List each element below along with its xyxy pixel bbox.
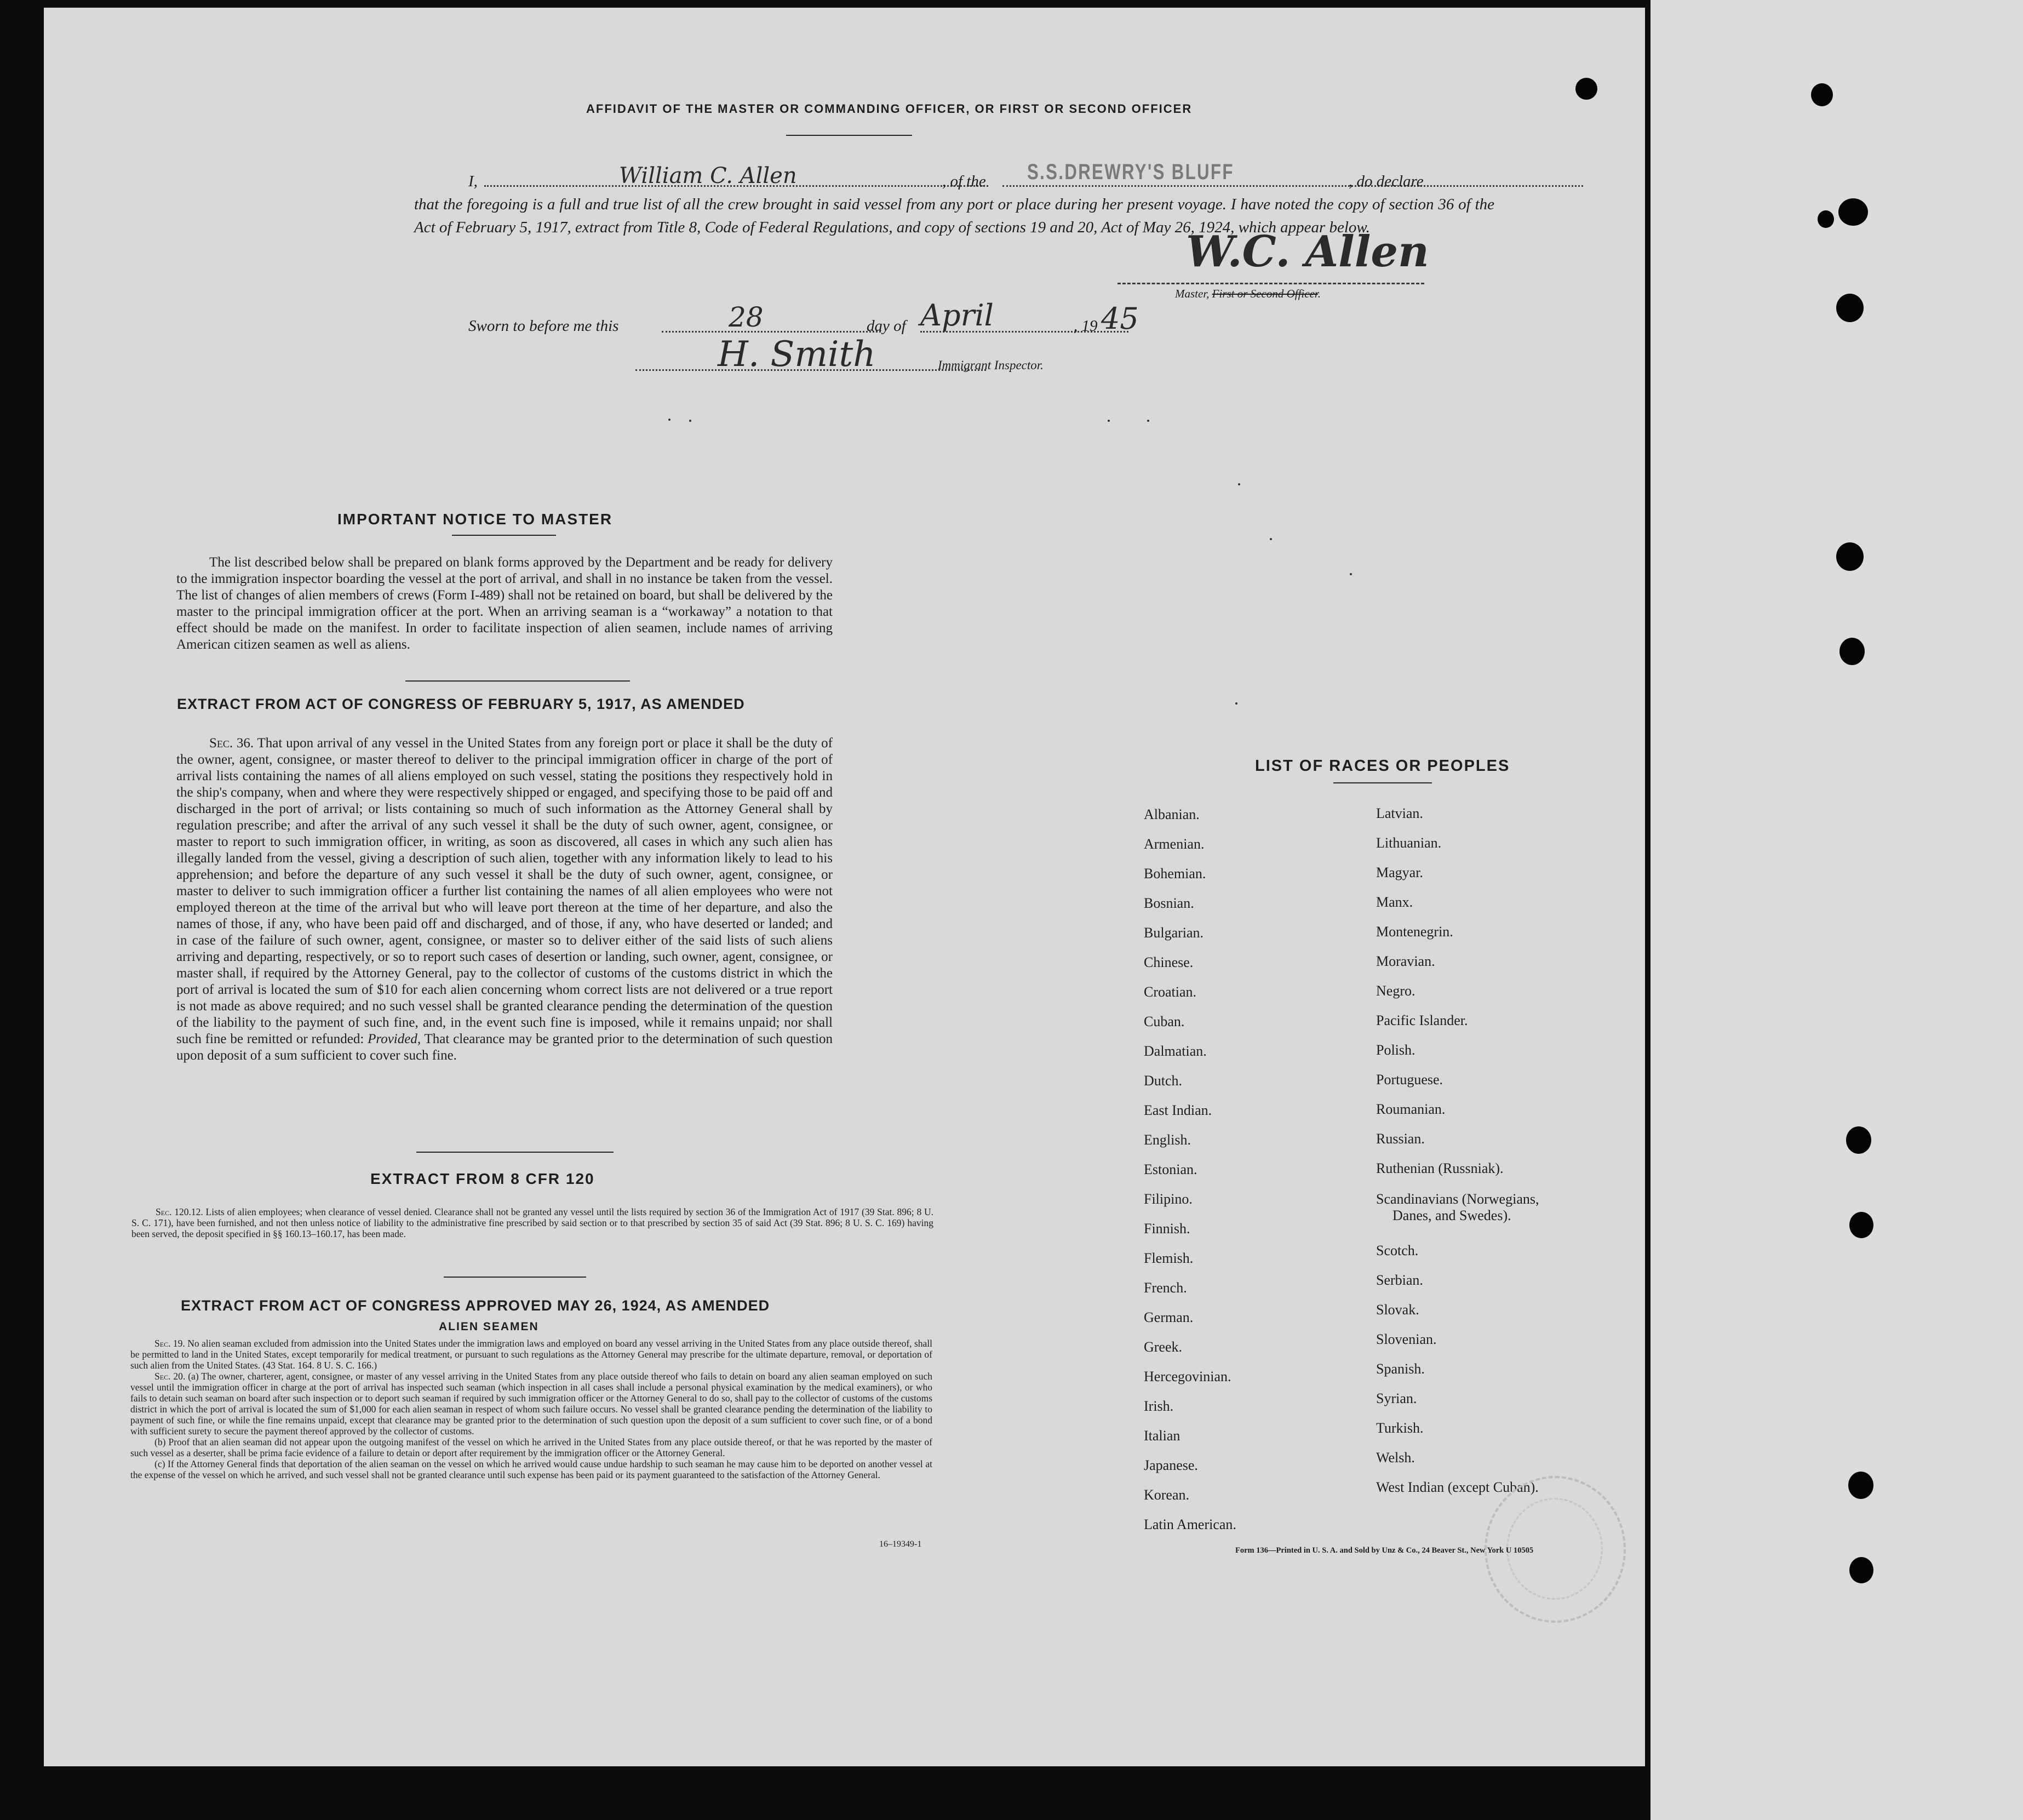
vessel-line <box>1002 185 1583 187</box>
punch-hole <box>1849 1212 1873 1238</box>
inspector-signature: H. Smith <box>718 334 876 375</box>
race-right-item: Moravian. <box>1376 953 1435 969</box>
divider <box>405 680 630 682</box>
speck <box>689 420 691 422</box>
extract-1917-body: Sec. 36. That upon arrival of any vessel in the United States from any foreign port or place it shall be the duty of the owner, agent, consignee, or master thereof to deliver to the principal immigration officer in charge of the port of arrival lists containing the names of all aliens employed on such vessel, stating the positions they respectively hold in the ship's company, when and where they were respectively shipped or engaged, and specifying those to be paid off and discharged in the port of arrival; or lists containing so much of such information as the Attorney General shall by regulation prescribe; and after the arrival of any such vessel it shall be the duty of such owner, agent, consignee, or master to report to such immigration officer, in writing, as soon as discovered, all cases in which any such alien has illegally landed from the vessel, giving a description of such alien, together with any information likely to lead to his apprehension; and before the departure of any such vessel it shall be the duty of such owner, agent, consignee, or master to deliver to such immigration officer a further list containing the names of all alien employees who were not employed thereon at the time of the arrival but who will leave port thereon at the time of her departure, and also the names of those, if any, who have been paid off and discharged, and of those, if any, who have deserted or landed; and in case of the failure of such owner, agent, consignee, or master so to deliver either of the said lists of such aliens arriving and departing, respectively, or so to report such cases of desertion or landing, such owner, agent, consignee, or master shall, if required by the Attorney General, pay to the collector of customs of the customs district in which the port of arrival is located the sum of $10 for each alien concerning whom correct lists are not delivered or a true report is not made as above required; and no such vessel shall be granted clearance pending the determination of the question of the liability to the payment of such fine, and, in the event such fine is imposed, while it remains unpaid; nor shall such fine be remitted or refunded: Provided, That clearance may be granted prior to the determination of such question upon deposit of a sum sufficient to cover such fine. <box>176 736 833 1063</box>
cfr-body: Sec. 120.12. Lists of alien employees; when clearance of vessel denied. Clearance shall not be granted any vessel until the lists required by section 36 of the Immigration Act of 1917 (39 Stat. 896; 8 U. S. C. 171), have been furnished, and not then unless notice of liability to the administrative fine prescribed by said section or to that prescribed by section 35 of said Act (39 Stat. 896; 8 U. S. C. 169) having been served, the deposit specified in §§ 160.13–160.17, has been made. <box>131 1206 933 1239</box>
race-left-item: Filipino. <box>1144 1191 1193 1207</box>
race-right-item: Polish. <box>1376 1042 1415 1058</box>
race-right-item: Slovak. <box>1376 1302 1419 1318</box>
race-left-item: Bosnian. <box>1144 895 1194 911</box>
inspector-line <box>635 369 986 371</box>
document-page <box>44 8 1645 1766</box>
affidavit-vessel-label: , of the <box>942 173 986 190</box>
race-left-item: East Indian. <box>1144 1102 1212 1118</box>
page-edge <box>1645 0 2023 1820</box>
extract-1917-title: EXTRACT FROM ACT OF CONGRESS OF FEBRUARY 5, 1917, AS AMENDED <box>177 696 745 712</box>
race-left-item: Estonian. <box>1144 1161 1197 1177</box>
punch-hole <box>1818 210 1834 228</box>
punch-hole <box>1575 78 1597 100</box>
race-right-item: Russian. <box>1376 1131 1425 1147</box>
speck <box>1270 538 1272 540</box>
race-right-item: Turkish. <box>1376 1420 1424 1436</box>
race-right-item: Pacific Islander. <box>1376 1012 1468 1028</box>
race-left-item: Flemish. <box>1144 1250 1194 1266</box>
page-seam <box>1645 0 1651 1820</box>
punch-hole <box>1836 294 1864 322</box>
speck <box>1238 483 1240 485</box>
race-right-item: Negro. <box>1376 983 1415 999</box>
affidavit-body: that the foregoing is a full and true list of all the crew brought in said vessel from any port or place during her present voyage. I have noted the copy of section 36 of the Act of February 5, 1917, extract from Title 8, Code of Federal Regulations, and copy of sections 19 and 20, Act of May 26, 1924, which appear below. <box>414 196 1494 236</box>
race-left-item: Greek. <box>1144 1339 1183 1355</box>
race-left-item: Albanian. <box>1144 806 1200 822</box>
sworn-prefix: Sworn to before me this <box>468 317 619 335</box>
punch-hole <box>1839 638 1865 665</box>
race-right-item: Spanish. <box>1376 1361 1425 1377</box>
race-left-item: Finnish. <box>1144 1221 1190 1237</box>
race-right-item: Welsh. <box>1376 1450 1415 1466</box>
speck <box>1350 573 1352 575</box>
punch-hole <box>1848 1472 1873 1499</box>
race-left-item: Dalmatian. <box>1144 1043 1207 1059</box>
vessel-stamp: S.S.DREWRY'S BLUFF <box>1027 160 1234 184</box>
race-left-item: German. <box>1144 1309 1194 1325</box>
year-prefix: , 19 <box>1074 317 1098 335</box>
race-left-item: French. <box>1144 1280 1187 1296</box>
punch-hole <box>1838 198 1868 226</box>
race-right-item: Montenegrin. <box>1376 924 1453 940</box>
race-left-item: Armenian. <box>1144 836 1205 852</box>
race-left-item: Bohemian. <box>1144 866 1206 882</box>
sworn-year: 45 <box>1101 301 1139 336</box>
race-right-item: West Indian (except Cuban). <box>1376 1479 1539 1495</box>
race-left-item: Korean. <box>1144 1487 1190 1503</box>
master-label: Master, First or Second Officer. <box>1175 287 1321 300</box>
race-left-item: Italian <box>1144 1428 1180 1444</box>
affidavit-declare: , do declare <box>1349 173 1424 190</box>
race-right-item: Ruthenian (Russniak). <box>1376 1160 1504 1176</box>
divider <box>1333 782 1432 783</box>
sworn-month: April <box>920 298 994 333</box>
race-left-item: Dutch. <box>1144 1073 1183 1089</box>
race-left-item: Irish. <box>1144 1398 1174 1414</box>
affidavit-prefix: I, <box>468 173 478 190</box>
divider <box>416 1152 614 1153</box>
divider <box>444 1277 586 1278</box>
extract-1924-title: EXTRACT FROM ACT OF CONGRESS APPROVED MAY 26, 1924, AS AMENDED <box>181 1297 770 1314</box>
race-right-item: Syrian. <box>1376 1390 1417 1406</box>
day-line <box>662 331 881 333</box>
race-left-item: Latin American. <box>1144 1516 1236 1532</box>
race-right-item: Lithuanian. <box>1376 835 1442 851</box>
race-right-item: Slovenian. <box>1376 1331 1437 1347</box>
race-left-item: Bulgarian. <box>1144 925 1204 941</box>
races-title: LIST OF RACES OR PEOPLES <box>1255 757 1510 775</box>
race-right-item: Magyar. <box>1376 865 1423 880</box>
race-left-item: Cuban. <box>1144 1014 1185 1029</box>
race-right-item: Serbian. <box>1376 1272 1423 1288</box>
race-right-item: Latvian. <box>1376 805 1423 821</box>
race-right-item: Roumanian. <box>1376 1101 1446 1117</box>
form-number: 16–19349-1 <box>879 1539 922 1549</box>
affidavit-title: AFFIDAVIT OF THE MASTER OR COMMANDING OFFICER, OR FIRST OR SECOND OFFICER <box>586 102 1193 116</box>
notice-body: The list described below shall be prepared on blank forms approved by the Department and be ready for delivery to the immigration inspector boarding the vessel at the port of arrival, and shall in no instance be taken from the vessel. The list of changes of alien members of crews (Form I-489) shall not be retained on board, but shall be delivered by the master to the principal immigration officer at the port. When an arriving seaman is a “workaway” a notation to that effect should be made on the manifest. In order to facilitate inspection of alien seamen, include names of arriving American citizen seamen as well as aliens. <box>176 555 833 652</box>
alien-seamen-subtitle: ALIEN SEAMEN <box>439 1320 539 1333</box>
race-left-item: Japanese. <box>1144 1457 1198 1473</box>
punch-hole <box>1811 83 1833 106</box>
race-left-item: Croatian. <box>1144 984 1197 1000</box>
divider <box>452 535 556 536</box>
race-right-item: Scotch. <box>1376 1243 1419 1258</box>
race-left-item: Hercegovinian. <box>1144 1369 1231 1384</box>
handwritten-name: William C. Allen <box>619 163 797 188</box>
extract-1924-body: Sec. 19. No alien seaman excluded from admission into the United States under the immigration laws and employed on board any vessel arriving in the United States from any place outside thereof, shall be permitted to land in the United States, except temporarily for medical treatment, or pursuant to such regulations as the Attorney General may prescribe for the ultimate departure, removal, or deportation of such alien from the United States. (43 Stat. 164. 8 U. S. C. 166.) Sec. 20. (a) The owner, charterer, agent, consignee, or master of any vessel arriving in the United States from any place outside thereof who fails to detain on board any alien seaman employed on such vessel until the immigration officer in charge at the port of arrival has inspected such seaman (which inspection in all cases shall include a personal physical examination by the medical examiners), or who fails to detain such seaman on board after such inspection or to deport such seaman if required by such immigration officer or the Attorney General to do so, shall pay to the collector of customs of the customs district in which the port of arrival is located the sum of $1,000 for each alien seaman in respect of whom such failure occurs. No vessel shall be granted clearance pending the determination of the liability to payment of such fine, or while the fine remains unpaid, except that clearance may be granted prior to the determination of such question upon the deposit of a sum sufficient to cover such fine, or of a bond with sufficient surety to secure the payment thereof approved by the collector of customs. (b) Proof that an alien seaman did not appear upon the outgoing manifest of the vessel on which he arrived in the United States from any place outside thereof, or that he was reported by the master of such vessel as a deserter, shall be prima facie evidence of a failure to detain or deport after requirement by the immigration officer or the Attorney General. (c) If the Attorney General finds that deportation of the alien seaman on the vessel on which he arrived would cause undue hardship to such seaman he may cause him to be deported on another vessel at the expense of the vessel on which he arrived, and such vessel shall not be granted clearance until such expense has been paid or its payment guaranteed to the satisfaction of the Attorney General. <box>130 1338 933 1480</box>
speck <box>1108 420 1110 422</box>
day-of-label: day of <box>867 317 906 335</box>
divider <box>786 135 912 136</box>
race-right-item: Scandinavians (Norwegians, <box>1376 1191 1539 1207</box>
speck <box>1235 702 1237 705</box>
race-left-item: Chinese. <box>1144 954 1194 970</box>
punch-hole <box>1846 1126 1871 1154</box>
signature-line <box>1117 283 1424 284</box>
race-right-item: Portuguese. <box>1376 1072 1443 1088</box>
punch-hole <box>1849 1557 1873 1583</box>
race-right-item: Manx. <box>1376 894 1413 910</box>
cfr-title: EXTRACT FROM 8 CFR 120 <box>370 1170 595 1187</box>
printer-footer: Form 136—Printed in U. S. A. and Sold by Unz & Co., 24 Beaver St., New York U 10505 <box>1235 1546 1534 1555</box>
speck <box>668 419 670 421</box>
inspector-label: Immigrant Inspector. <box>938 358 1044 372</box>
race-right-item: Danes, and Swedes). <box>1392 1207 1511 1223</box>
race-left-item: English. <box>1144 1132 1191 1148</box>
sworn-day: 28 <box>729 301 764 333</box>
master-signature: W.C. Allen <box>1186 227 1429 277</box>
punch-hole <box>1836 542 1864 571</box>
notice-title: IMPORTANT NOTICE TO MASTER <box>337 511 613 528</box>
speck <box>1147 420 1149 422</box>
